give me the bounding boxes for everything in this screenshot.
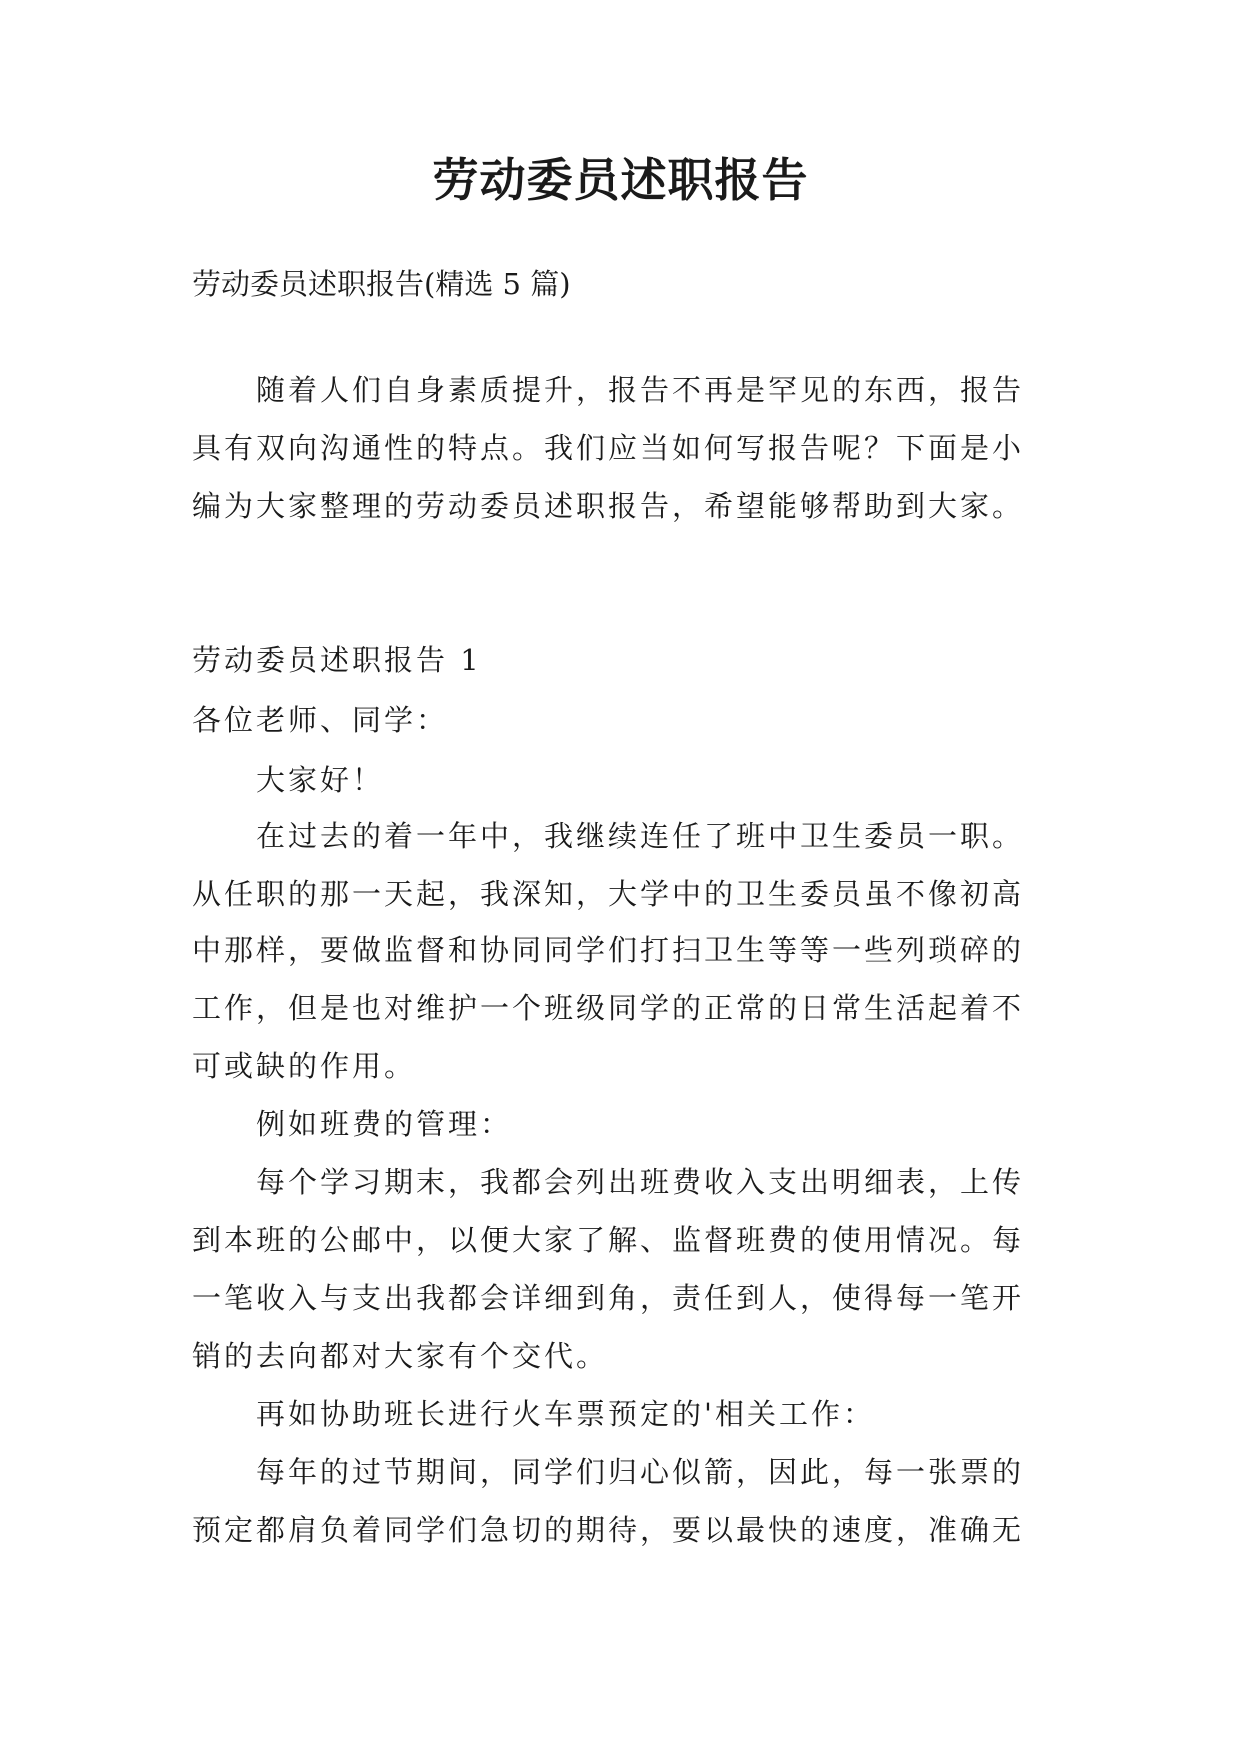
paragraph-line: 在过去的着一年中，我继续连任了班中卫生委员一职。 — [256, 819, 1025, 853]
paragraph-line: 销的去向都对大家有个交代。 — [192, 1339, 609, 1373]
paragraph-line: 例如班费的管理： — [256, 1107, 513, 1141]
paragraph-line: 预定都肩负着同学们急切的期待，要以最快的速度，准确无 — [192, 1513, 1025, 1547]
paragraph-line: 具有双向沟通性的特点。我们应当如何写报告呢？下面是小 — [192, 431, 1025, 465]
paragraph-line: 从任职的那一天起，我深知，大学中的卫生委员虽不像初高 — [192, 877, 1025, 911]
paragraph-line: 工作，但是也对维护一个班级同学的正常的日常生活起着不 — [192, 991, 1025, 1025]
paragraph-line: 每年的过节期间，同学们归心似箭，因此，每一张票的 — [256, 1455, 1025, 1489]
salutation: 各位老师、同学： — [192, 703, 449, 737]
paragraph-line: 到本班的公邮中，以便大家了解、监督班费的使用情况。每 — [192, 1223, 1025, 1257]
paragraph-line: 中那样，要做监督和协同同学们打扫卫生等等一些列琐碎的 — [192, 933, 1025, 967]
paragraph-line: 随着人们自身素质提升，报告不再是罕见的东西，报告 — [256, 373, 1025, 407]
paragraph-line: 编为大家整理的劳动委员述职报告，希望能够帮助到大家。 — [192, 489, 1025, 523]
paragraph-line: 再如协助班长进行火车票预定的'相关工作： — [256, 1397, 875, 1431]
document-title: 劳动委员述职报告 — [432, 153, 809, 207]
greeting: 大家好！ — [256, 763, 385, 797]
section-heading: 劳动委员述职报告 1 — [192, 643, 482, 677]
paragraph-line: 一笔收入与支出我都会详细到角，责任到人，使得每一笔开 — [192, 1281, 1025, 1315]
paragraph-line: 每个学习期末，我都会列出班费收入支出明细表，上传 — [256, 1165, 1025, 1199]
document-subtitle: 劳动委员述职报告(精选 5 篇) — [192, 267, 571, 301]
paragraph-line: 可或缺的作用。 — [192, 1049, 417, 1083]
